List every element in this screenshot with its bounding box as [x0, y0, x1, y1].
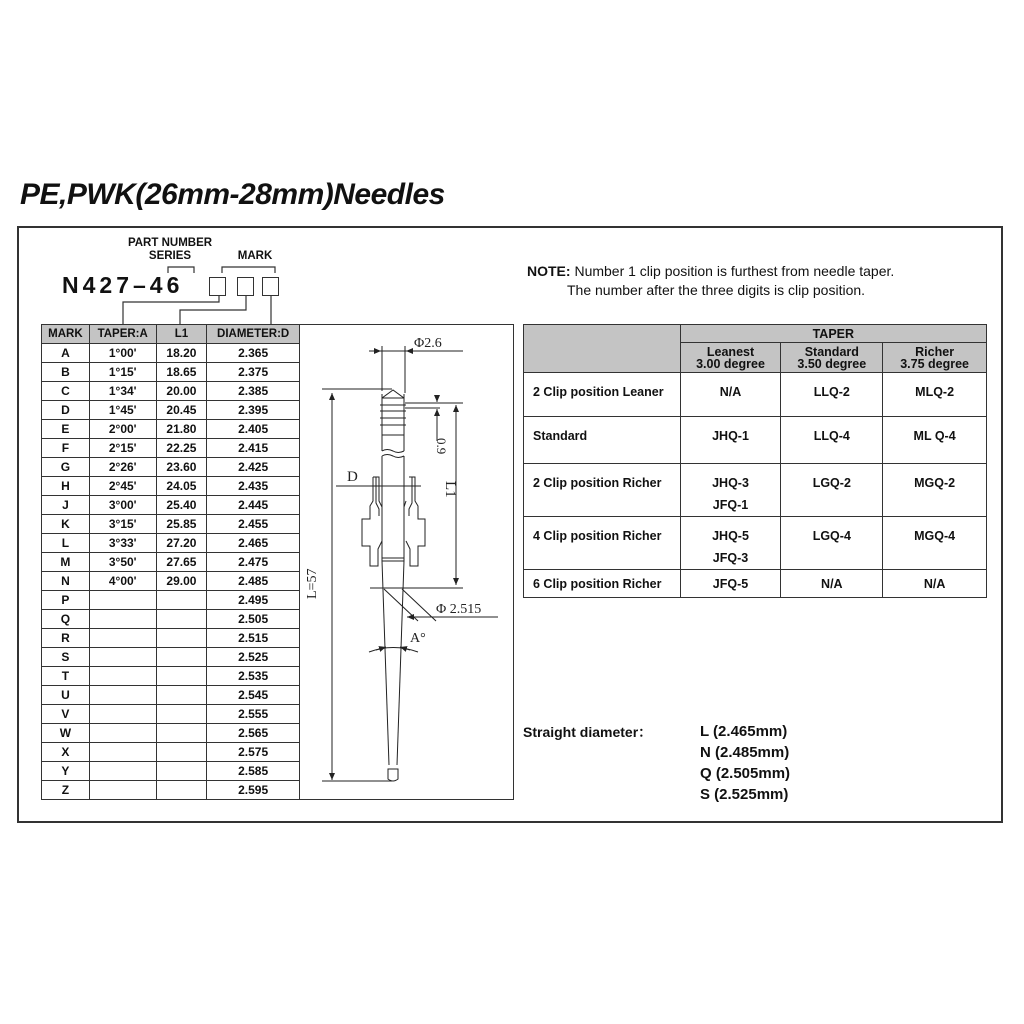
part-number-text: PART NUMBER	[127, 237, 213, 249]
part-code: LLQ-4	[813, 429, 850, 443]
cell-taper: 2°45'	[89, 477, 156, 496]
mark-spec-table	[41, 324, 300, 800]
cell-mark: Q	[42, 610, 90, 629]
straight-diameter-values	[700, 721, 790, 805]
note	[520, 262, 990, 300]
cell-mark: Z	[42, 781, 90, 800]
col-leanest-name: Leanest	[706, 344, 755, 359]
cell-l1	[156, 743, 207, 762]
cell-l1: 29.00	[156, 572, 207, 591]
dim-09-label: 0.9	[434, 438, 449, 455]
cell-diameter: 2.385	[207, 382, 300, 401]
cell-mark: S	[42, 648, 90, 667]
cell-taper	[89, 762, 156, 781]
mark-table-header	[42, 325, 300, 344]
cell-taper	[89, 667, 156, 686]
col-standard	[781, 343, 883, 373]
straight-value: L (2.465mm)	[700, 723, 788, 740]
cell-richer	[883, 570, 987, 598]
cell-taper	[89, 629, 156, 648]
part-number-connectors	[0, 0, 520, 330]
part-code: MLQ-2	[915, 385, 955, 399]
table-row	[42, 496, 300, 515]
phi-taper-label: Φ 2.515	[436, 602, 482, 617]
part-code: JFQ-1	[712, 498, 749, 512]
cell-diameter: 2.565	[207, 724, 300, 743]
cell-mark: D	[42, 401, 90, 420]
cell-mark: U	[42, 686, 90, 705]
table-row	[42, 629, 300, 648]
cell-taper: 3°00'	[89, 496, 156, 515]
cell-diameter: 2.555	[207, 705, 300, 724]
part-code: LGQ-4	[812, 529, 851, 543]
table-row	[42, 591, 300, 610]
cell-taper	[89, 724, 156, 743]
cell-taper: 2°00'	[89, 420, 156, 439]
table-row	[42, 439, 300, 458]
cell-l1: 24.05	[156, 477, 207, 496]
cell-diameter: 2.485	[207, 572, 300, 591]
cell-l1	[156, 781, 207, 800]
part-code: N/A	[821, 577, 843, 591]
phi-top-label: Φ2.6	[414, 336, 442, 351]
row-label: 4 Clip position Richer	[524, 517, 681, 570]
cell-mark: R	[42, 629, 90, 648]
row-label: Standard	[524, 417, 681, 464]
part-code: JHQ-1	[712, 429, 749, 443]
cell-l1	[156, 705, 207, 724]
cell-taper	[89, 686, 156, 705]
part-code: LLQ-2	[813, 385, 850, 399]
part-code: MGQ-4	[914, 529, 956, 543]
cell-l1	[156, 724, 207, 743]
part-code: N/A	[923, 577, 946, 591]
cell-diameter: 2.595	[207, 781, 300, 800]
mark-label: MARK	[237, 250, 273, 262]
cell-taper: 1°00'	[89, 344, 156, 363]
cell-mark: M	[42, 553, 90, 572]
cell-diameter: 2.475	[207, 553, 300, 572]
cell-taper: 3°33'	[89, 534, 156, 553]
cell-l1	[156, 686, 207, 705]
cell-l1	[156, 629, 207, 648]
table-row	[524, 464, 987, 517]
cell-richer	[883, 417, 987, 464]
d-label: D	[347, 469, 358, 485]
cell-l1: 22.25	[156, 439, 207, 458]
cell-mark: P	[42, 591, 90, 610]
cell-leanest	[680, 464, 781, 517]
cell-taper	[89, 648, 156, 667]
taper-clip-table	[523, 324, 987, 598]
cell-diameter: 2.365	[207, 344, 300, 363]
part-code: JHQ-3	[712, 476, 749, 490]
l-overall-label: L=57	[305, 568, 320, 599]
cell-standard	[781, 464, 883, 517]
cell-mark: T	[42, 667, 90, 686]
note-line-1: Number 1 clip position is furthest from needle taper.	[570, 263, 895, 279]
cell-mark: W	[42, 724, 90, 743]
table-row	[42, 363, 300, 382]
cell-taper: 3°50'	[89, 553, 156, 572]
cell-taper	[89, 781, 156, 800]
needle-drawing	[300, 325, 514, 801]
cell-mark: V	[42, 705, 90, 724]
cell-richer	[883, 464, 987, 517]
cell-l1: 20.00	[156, 382, 207, 401]
series-text: SERIES	[148, 250, 192, 262]
header-taper: TAPER:A	[89, 325, 156, 344]
cell-diameter: 2.585	[207, 762, 300, 781]
part-number-code: N427–46	[62, 272, 184, 298]
cell-standard	[781, 417, 883, 464]
cell-diameter: 2.495	[207, 591, 300, 610]
cell-taper: 1°15'	[89, 363, 156, 382]
cell-diameter: 2.515	[207, 629, 300, 648]
cell-diameter: 2.425	[207, 458, 300, 477]
cell-l1: 27.65	[156, 553, 207, 572]
cell-standard	[781, 570, 883, 598]
cell-l1: 18.20	[156, 344, 207, 363]
cell-taper: 1°45'	[89, 401, 156, 420]
straight-value: S (2.525mm)	[700, 786, 789, 803]
col-standard-name: Standard	[804, 344, 859, 359]
table-row	[42, 781, 300, 800]
table-row	[524, 570, 987, 598]
cell-mark: F	[42, 439, 90, 458]
cell-diameter: 2.465	[207, 534, 300, 553]
part-code: ML Q-4	[913, 429, 956, 443]
cell-mark: E	[42, 420, 90, 439]
cell-mark: X	[42, 743, 90, 762]
table-row	[42, 515, 300, 534]
table-row	[42, 458, 300, 477]
cell-l1: 20.45	[156, 401, 207, 420]
table-row	[42, 667, 300, 686]
cell-diameter: 2.545	[207, 686, 300, 705]
cell-taper: 1°34'	[89, 382, 156, 401]
l1-label: L1	[442, 481, 458, 498]
part-code: JHQ-5	[712, 529, 749, 543]
cell-richer	[883, 373, 987, 417]
cell-diameter: 2.375	[207, 363, 300, 382]
note-prefix: NOTE:	[527, 263, 571, 279]
table-row	[42, 382, 300, 401]
cell-leanest	[680, 417, 781, 464]
cell-l1	[156, 667, 207, 686]
col-richer-degree: 3.75 degree	[900, 356, 969, 371]
cell-taper	[89, 743, 156, 762]
note-line-2: The number after the three digits is clip position.	[567, 282, 866, 298]
table-row	[42, 743, 300, 762]
cell-taper: 2°26'	[89, 458, 156, 477]
straight-value: Q (2.505mm)	[700, 765, 791, 782]
straight-diameter-label: Straight diameter：	[523, 724, 653, 740]
cell-standard	[781, 373, 883, 417]
cell-taper: 2°15'	[89, 439, 156, 458]
table-row	[524, 373, 987, 417]
needle-diagram	[300, 324, 514, 800]
cell-mark: N	[42, 572, 90, 591]
part-code: N/A	[719, 385, 742, 399]
table-row	[42, 648, 300, 667]
col-leanest-degree: 3.00 degree	[696, 356, 765, 371]
page-title: PE,PWK(26mm-28mm)Needles	[20, 178, 445, 211]
cell-diameter: 2.435	[207, 477, 300, 496]
cell-diameter: 2.445	[207, 496, 300, 515]
cell-diameter: 2.575	[207, 743, 300, 762]
cell-l1: 21.80	[156, 420, 207, 439]
cell-mark: B	[42, 363, 90, 382]
angle-label: A°	[410, 631, 426, 646]
cell-taper: 3°15'	[89, 515, 156, 534]
header-l1: L1	[156, 325, 207, 344]
header-mark: MARK	[42, 325, 90, 344]
cell-diameter: 2.395	[207, 401, 300, 420]
cell-richer	[883, 517, 987, 570]
col-richer-name: Richer	[915, 344, 955, 359]
table-row	[42, 477, 300, 496]
cell-l1	[156, 591, 207, 610]
cell-mark: K	[42, 515, 90, 534]
cell-diameter: 2.505	[207, 610, 300, 629]
table-row	[524, 417, 987, 464]
table-row	[42, 420, 300, 439]
table-row	[42, 344, 300, 363]
row-label: 2 Clip position Leaner	[524, 373, 681, 417]
cell-l1: 18.65	[156, 363, 207, 382]
cell-diameter: 2.535	[207, 667, 300, 686]
cell-mark: G	[42, 458, 90, 477]
cell-l1	[156, 610, 207, 629]
table-row	[42, 534, 300, 553]
table-row	[524, 517, 987, 570]
table-row	[42, 572, 300, 591]
cell-mark: H	[42, 477, 90, 496]
cell-mark: L	[42, 534, 90, 553]
cell-taper: 4°00'	[89, 572, 156, 591]
table-row	[42, 705, 300, 724]
straight-value: N (2.485mm)	[700, 744, 790, 761]
cell-mark: Y	[42, 762, 90, 781]
cell-leanest	[680, 517, 781, 570]
col-leanest	[680, 343, 781, 373]
row-label: 6 Clip position Richer	[524, 570, 681, 598]
cell-mark: A	[42, 344, 90, 363]
cell-l1: 25.40	[156, 496, 207, 515]
col-standard-degree: 3.50 degree	[797, 356, 867, 371]
part-code: LGQ-2	[812, 476, 851, 490]
taper-group-header: TAPER	[680, 325, 986, 343]
part-code: MGQ-2	[914, 476, 956, 490]
cell-taper	[89, 610, 156, 629]
table-row	[42, 401, 300, 420]
cell-leanest	[680, 373, 781, 417]
cell-mark: C	[42, 382, 90, 401]
part-code: JFQ-5	[712, 577, 749, 591]
cell-leanest	[680, 570, 781, 598]
col-richer	[883, 343, 987, 373]
cell-diameter: 2.455	[207, 515, 300, 534]
header-diameter: DIAMETER:D	[207, 325, 300, 344]
cell-mark: J	[42, 496, 90, 515]
cell-l1	[156, 648, 207, 667]
row-label: 2 Clip position Richer	[524, 464, 681, 517]
table-row	[42, 553, 300, 572]
cell-taper	[89, 591, 156, 610]
cell-l1	[156, 762, 207, 781]
cell-diameter: 2.405	[207, 420, 300, 439]
table-row	[42, 762, 300, 781]
cell-l1: 25.85	[156, 515, 207, 534]
table-row	[42, 724, 300, 743]
taper-group-row	[524, 325, 987, 343]
cell-diameter: 2.525	[207, 648, 300, 667]
cell-taper	[89, 705, 156, 724]
cell-standard	[781, 517, 883, 570]
cell-diameter: 2.415	[207, 439, 300, 458]
cell-l1: 23.60	[156, 458, 207, 477]
taper-table-corner	[524, 325, 681, 373]
table-row	[42, 610, 300, 629]
table-row	[42, 686, 300, 705]
part-code: JFQ-3	[712, 551, 749, 565]
cell-l1: 27.20	[156, 534, 207, 553]
